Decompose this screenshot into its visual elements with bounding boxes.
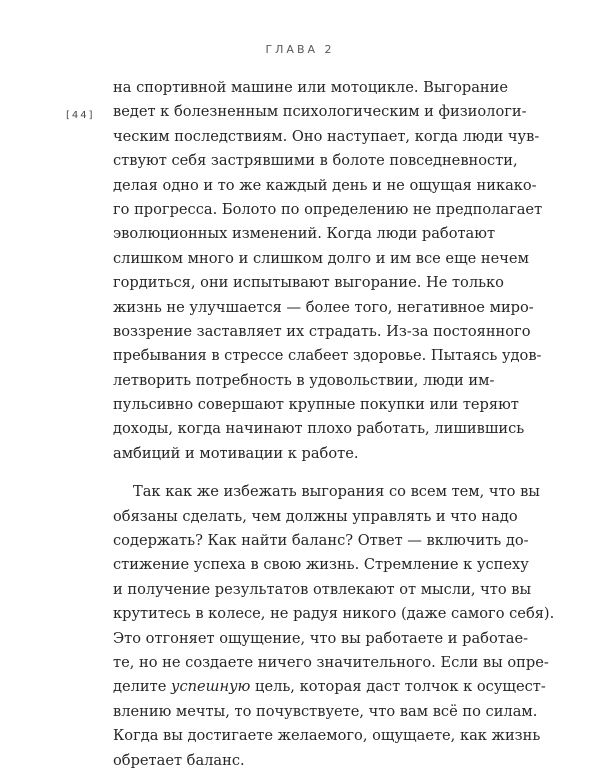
text-line: слишком много и слишком долго и им все еще нечем <box>113 249 529 267</box>
text-line: ческим последствиям. Оно наступает, когда люди чув- <box>113 127 540 145</box>
text-line: эволюционных изменений. Когда люди работают <box>113 225 496 243</box>
text-line: Так как же избежать выгорания со всем тем, что вы <box>133 483 540 501</box>
chapter-header: ГЛАВА 2 <box>265 43 335 56</box>
paragraph-1 <box>113 76 543 466</box>
text-line: делая одно и то же каждый день и не ощущая никако- <box>113 176 537 194</box>
text-line: Когда вы достигаете желаемого, ощущаете, как жизнь <box>113 727 541 745</box>
text-line: и получение результатов отвлекают от мысли, что вы <box>113 580 532 598</box>
text-line: пульсивно совершают крупные покупки или теряют <box>113 396 519 414</box>
text-line: крутитесь в колесе, не радуя никого (даже самого себя). <box>113 605 555 623</box>
text-segment: цель, которая даст толчок к осущест- <box>250 678 546 696</box>
paragraph-gap <box>113 466 495 480</box>
body-text <box>113 76 555 773</box>
text-line: пребывания в стрессе слабеет здоровье. Пытаясь удов- <box>113 347 542 365</box>
text-line: обретает баланс. <box>113 751 245 769</box>
text-line: содержать? Как найти баланс? Ответ — включить до- <box>113 532 529 550</box>
text-line: воззрение заставляет их страдать. Из-за постоянного <box>113 322 531 340</box>
text-line: гордиться, они испытывают выгорание. Не только <box>113 274 504 292</box>
text-line: го прогресса. Болото по определению не предполагает <box>113 200 543 218</box>
text-line: на спортивной машине или мотоцикле. Выгорание <box>113 79 509 96</box>
page-number: [44] <box>66 110 95 121</box>
text-line: те, но не создаете ничего значительного. Если вы опре- <box>113 653 549 671</box>
text-line: летворить потребность в удовольствии, люди им- <box>113 371 495 389</box>
text-line: влению мечты, то почувствуете, что вам всё по силам. <box>113 702 538 720</box>
text-line: стижение успеха в свою жизнь. Стремление к успеху <box>113 556 529 574</box>
text-line: амбиций и мотивации к работе. <box>113 444 359 462</box>
text-line: Это отгоняет ощущение, что вы работаете и работае- <box>113 629 529 647</box>
text-line: ствуют себя застрявшими в болоте повседневности, <box>113 152 518 170</box>
text-line: ведет к болезненным психологическим и физиологи- <box>113 103 527 121</box>
paragraph-2 <box>113 480 555 773</box>
text-line <box>113 675 546 699</box>
text-line: обязаны сделать, чем должны управлять и что надо <box>113 507 518 525</box>
text-line: жизнь не улучшается — более того, негативное миро- <box>113 298 534 316</box>
text-line: доходы, когда начинают плохо работать, лишившись <box>113 420 525 438</box>
emphasized-word: успешную <box>170 678 251 696</box>
text-segment: делите <box>113 678 171 696</box>
